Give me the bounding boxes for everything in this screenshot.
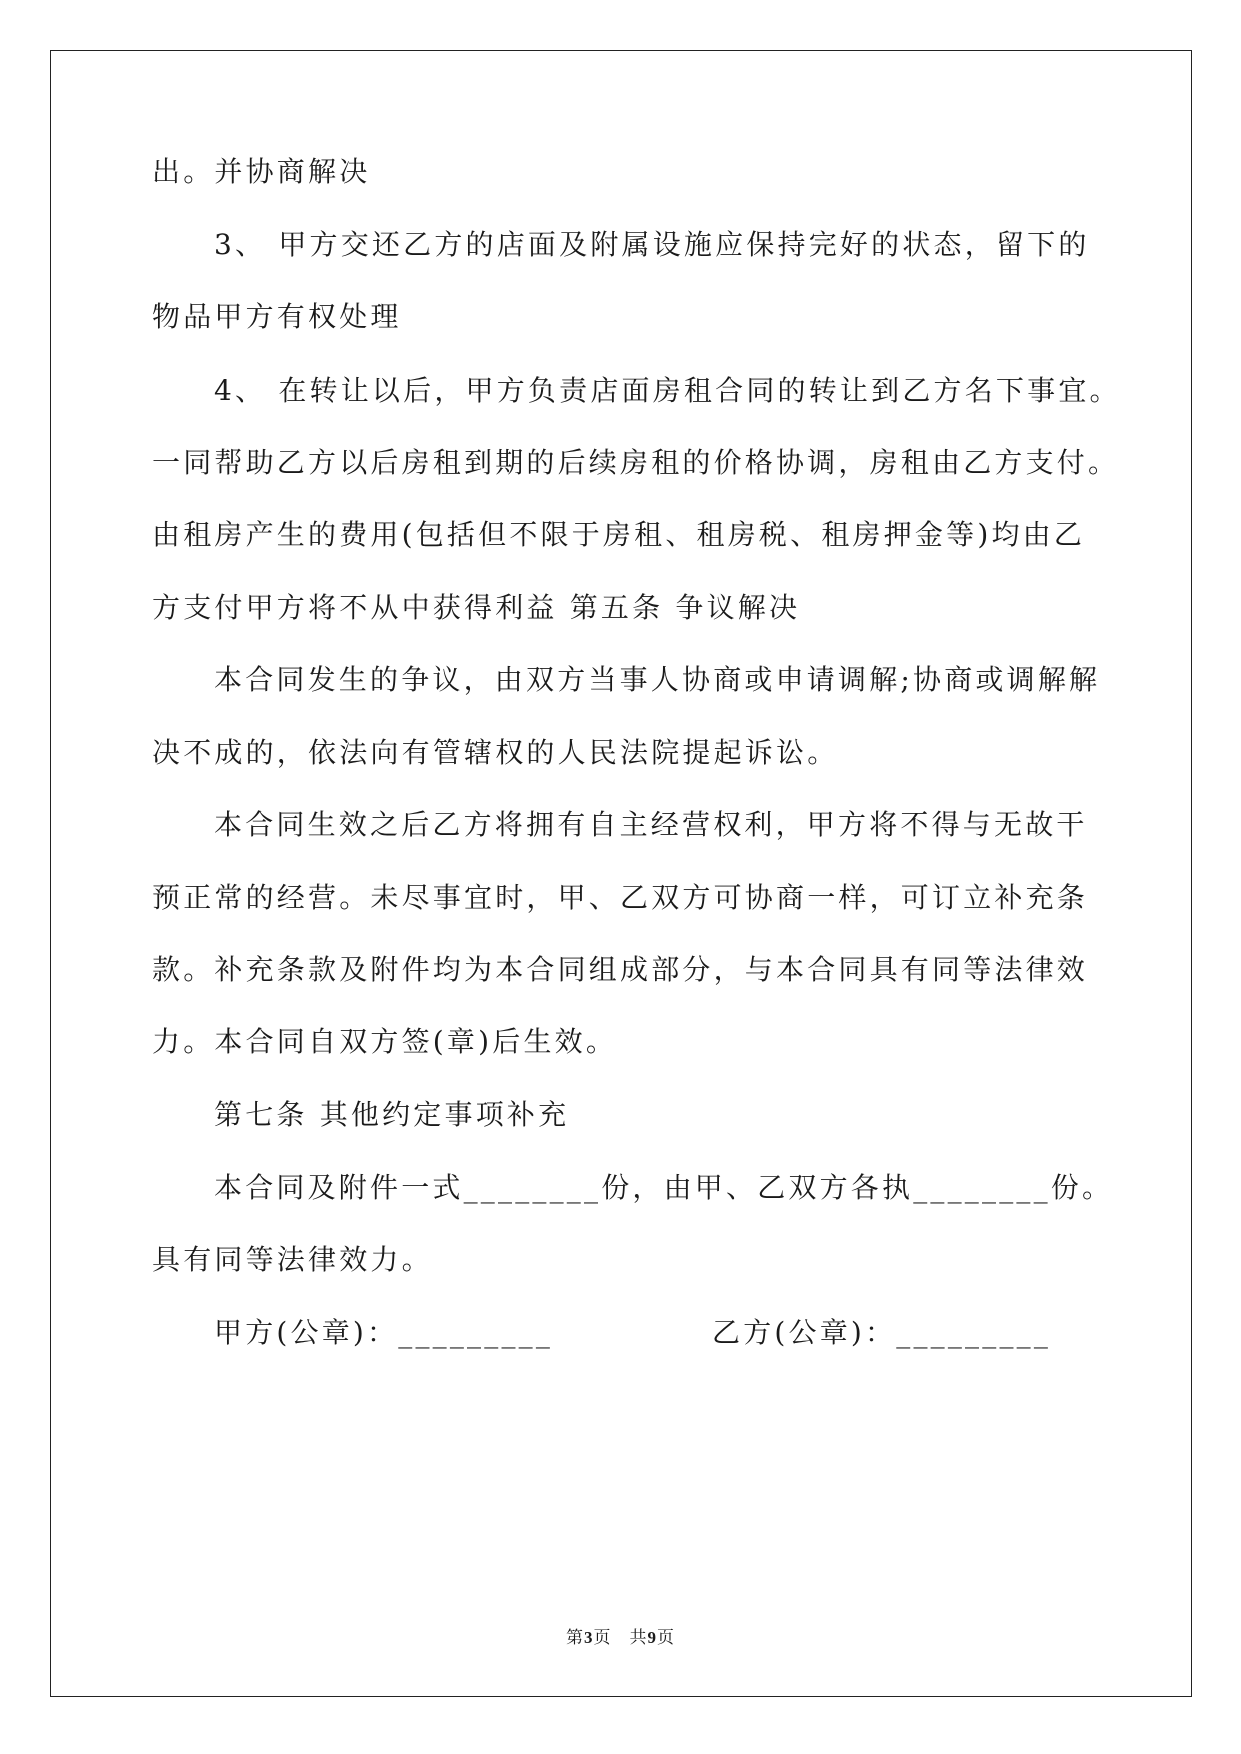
text-line: 本合同发生的争议，由双方当事人协商或申请调解;协商或调解解 [214,663,1101,696]
text-line: 4、 在转让以后，甲方负责店面房租合同的转让到乙方名下事宜。 [214,374,1121,407]
page-current: 3 [584,1628,594,1647]
page-prefix: 第 [566,1628,584,1648]
text-line: 3、 甲方交还乙方的店面及附属设施应保持完好的状态，留下的 [214,228,1090,261]
page-border [50,50,1192,1697]
signature-party-b: 乙方(公章)：_________ [712,1316,1052,1349]
text-line: 具有同等法律效力。 [152,1243,433,1276]
text-line: 预正常的经营。未尽事宜时，甲、乙双方可协商一样，可订立补充条 [152,881,1089,914]
total-prefix: 共 [629,1628,648,1648]
text-line: 本合同生效之后乙方将拥有自主经营权利，甲方将不得与无故干 [214,808,1088,841]
text-line: 决不成的，依法向有管辖权的人民法院提起诉讼。 [152,736,839,769]
text-line: 物品甲方有权处理 [152,300,402,333]
total-suffix: 页 [657,1628,675,1648]
text-line: 出。并协商解决 [152,155,371,188]
text-line: 力。本合同自双方签(章)后生效。 [152,1025,618,1058]
text-line: 款。补充条款及附件均为本合同组成部分，与本合同具有同等法律效 [152,953,1089,986]
signature-party-a: 甲方(公章)：_________ [214,1316,554,1349]
page-suffix: 页 [593,1628,612,1648]
page-footer [0,1628,1241,1648]
page-total: 9 [647,1628,657,1647]
text-line: 第七条 其他约定事项补充 [214,1098,570,1131]
text-line: 由租房产生的费用(包括但不限于房租、租房税、租房押金等)均由乙 [152,518,1086,551]
text-line: 本合同及附件一式________份，由甲、乙双方各执________份。 [214,1171,1114,1204]
text-line: 方支付甲方将不从中获得利益 第五条 争议解决 [152,591,801,624]
text-line: 一同帮助乙方以后房租到期的后续房租的价格协调，房租由乙方支付。 [152,446,1120,479]
